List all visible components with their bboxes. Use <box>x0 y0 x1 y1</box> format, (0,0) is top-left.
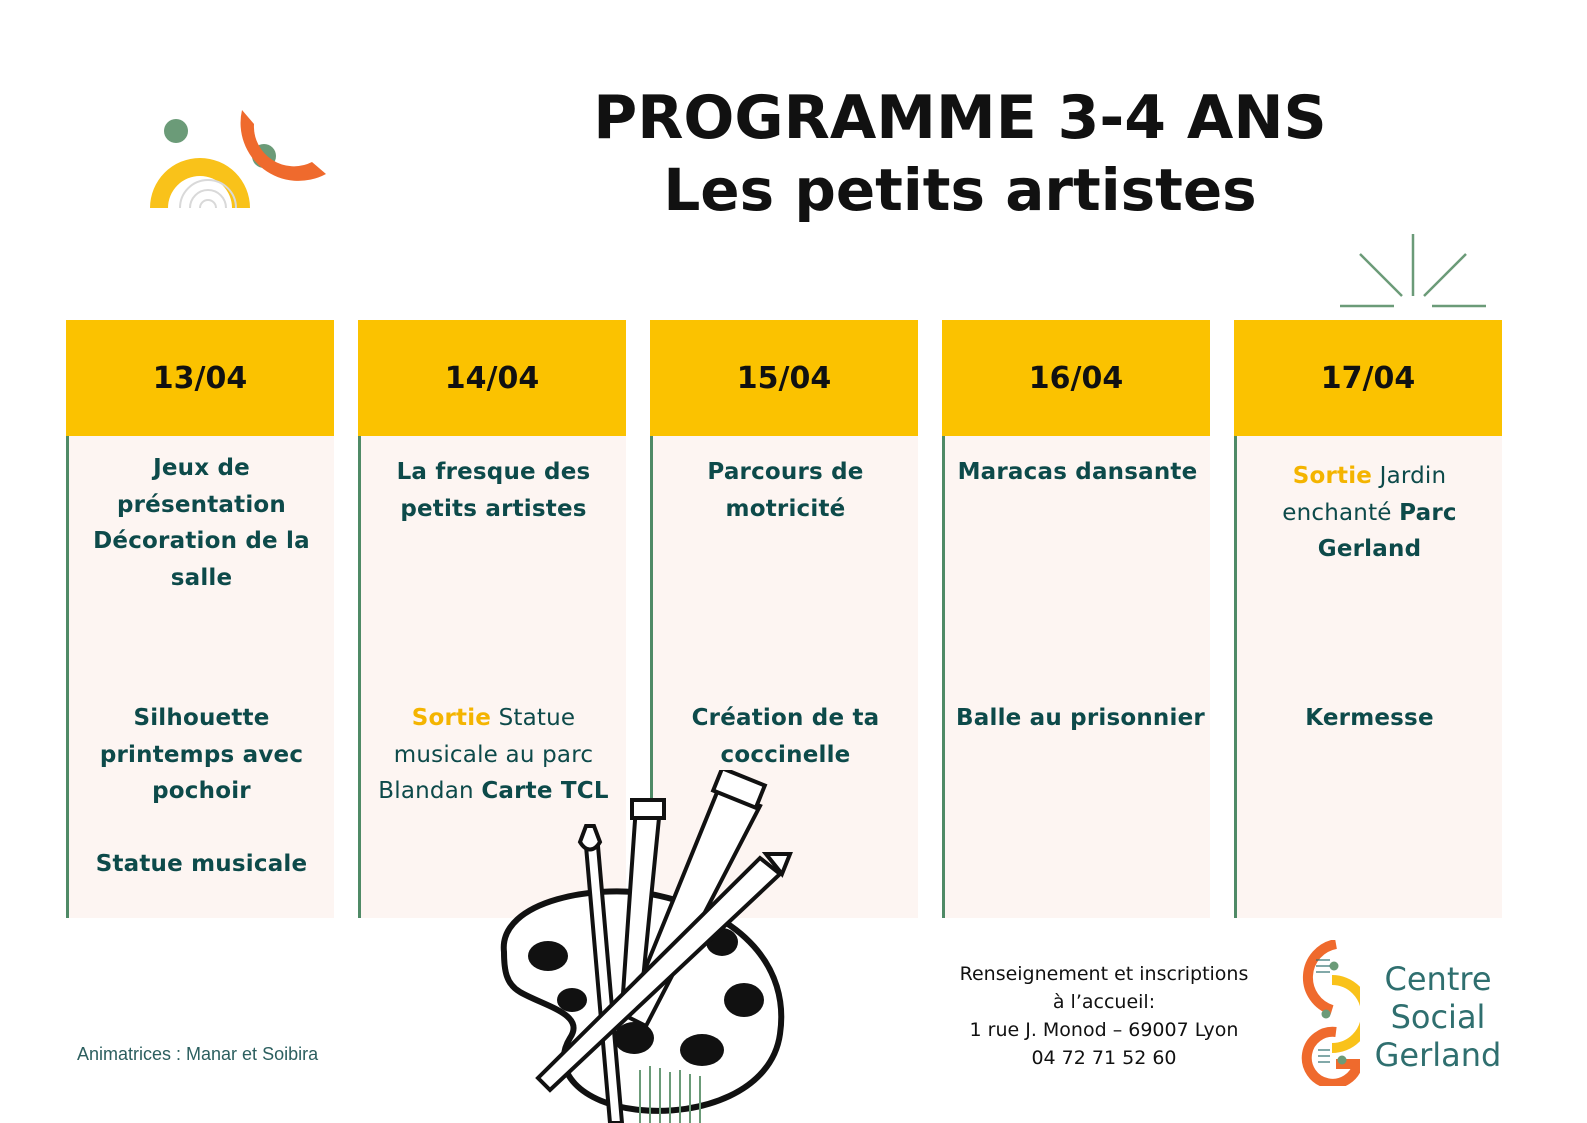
sparkle-icon <box>1336 232 1492 312</box>
activity-text: Jeux de présentation Décoration de la salle <box>93 455 310 591</box>
org-name-line: Centre <box>1384 960 1492 998</box>
activity-text: Kermesse <box>1305 705 1434 731</box>
activity-afternoon <box>945 700 1210 737</box>
day-date: 13/04 <box>66 320 334 436</box>
activity-text: Parc Gerland <box>1317 499 1457 562</box>
day-activities <box>942 436 1210 918</box>
activity-extra <box>69 846 334 883</box>
animatrices-credit: Animatrices : Manar et Soibira <box>77 1044 319 1064</box>
activity-morning <box>69 450 334 596</box>
centre-social-gerland-logo-icon <box>1296 940 1360 1086</box>
activity-text: Parcours de motricité <box>707 459 864 522</box>
activity-morning <box>1237 458 1502 568</box>
activity-afternoon <box>653 700 918 773</box>
organisation-name <box>1366 960 1510 1074</box>
org-name-line: Social <box>1390 998 1486 1036</box>
day-column-17-04 <box>1234 320 1502 918</box>
activity-text: Création de ta coccinelle <box>691 705 880 768</box>
paint-palette-brushes-icon <box>490 770 800 1123</box>
contact-line: Renseignement et inscriptions <box>959 963 1249 985</box>
activity-text: Statue musicale <box>95 851 308 877</box>
day-date: 15/04 <box>650 320 918 436</box>
day-date: 17/04 <box>1234 320 1502 436</box>
activity-text: Carte TCL <box>481 778 609 804</box>
day-activities <box>1234 436 1502 918</box>
day-date: 14/04 <box>358 320 626 436</box>
title-line-1: PROGRAMME 3-4 ANS <box>593 83 1327 153</box>
activity-afternoon <box>1237 700 1502 737</box>
day-date: 16/04 <box>942 320 1210 436</box>
sortie-tag: Sortie <box>411 705 492 731</box>
activity-text: Statue musicale au parc Blandan <box>378 705 594 804</box>
day-activities <box>66 436 334 918</box>
activity-morning <box>945 454 1210 491</box>
activity-morning <box>653 454 918 527</box>
contact-address: 1 rue J. Monod – 69007 Lyon <box>969 1019 1239 1041</box>
activity-text: Silhouette printemps avec pochoir <box>99 705 304 804</box>
activity-morning <box>361 454 626 527</box>
title-line-2: Les petits artistes <box>663 156 1257 224</box>
activity-text: Jardin enchanté <box>1282 463 1447 526</box>
day-column-13-04 <box>66 320 334 918</box>
activity-text: Balle au prisonnier <box>956 705 1205 731</box>
contact-line: à l’accueil: <box>1052 991 1156 1013</box>
contact-info <box>948 960 1260 1072</box>
activity-afternoon <box>69 700 334 810</box>
children-arc-logo-icon <box>148 100 330 212</box>
org-name-line: Gerland <box>1374 1036 1502 1074</box>
activity-text: Maracas dansante <box>957 459 1198 485</box>
contact-phone: 04 72 71 52 60 <box>1031 1047 1177 1069</box>
sortie-tag: Sortie <box>1292 463 1373 489</box>
page-title <box>560 82 1360 226</box>
activity-text: La fresque des petits artistes <box>396 459 591 522</box>
day-column-16-04 <box>942 320 1210 918</box>
